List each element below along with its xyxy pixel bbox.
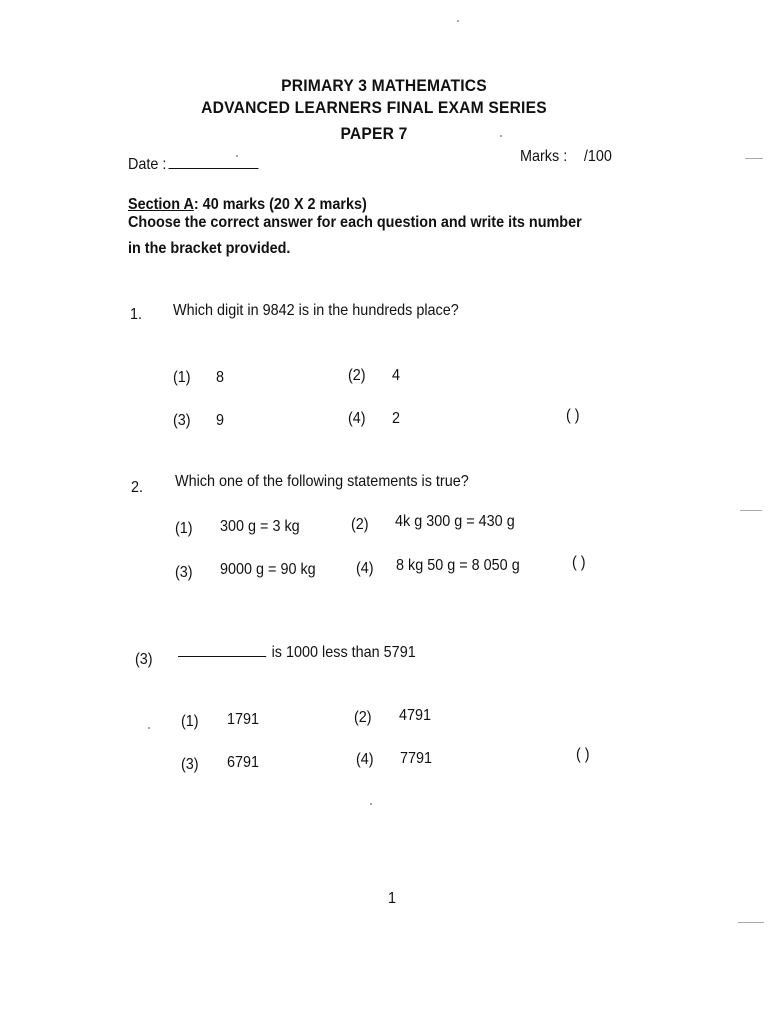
option-label: (1) (181, 713, 199, 730)
question-number: 1. (130, 306, 143, 323)
scan-mark (738, 922, 764, 923)
marks-field (520, 148, 612, 166)
question-text: Which digit in 9842 is in the hundreds place? (173, 302, 459, 319)
option-value: 7791 (400, 750, 433, 767)
option-label: (2) (348, 367, 366, 384)
scan-speck (370, 803, 372, 805)
option-label: (4) (356, 751, 374, 768)
option-value: 9 (216, 412, 225, 429)
question-line (178, 644, 416, 662)
option-label: (4) (348, 410, 366, 427)
option-value: 1791 (227, 711, 260, 728)
scan-mark (740, 510, 762, 511)
answer-blank (178, 655, 266, 657)
exam-series-title: ADVANCED LEARNERS FINAL EXAM SERIES (201, 98, 547, 117)
question-number: 2. (131, 479, 144, 496)
answer-bracket: ( ) (576, 746, 590, 763)
answer-bracket: ( ) (566, 407, 580, 424)
page-number: 1 (388, 890, 397, 907)
section-instruction-line2: in the bracket provided. (128, 240, 291, 257)
option-value: 4k g 300 g = 430 g (395, 513, 515, 530)
option-value: 9000 g = 90 kg (220, 561, 316, 578)
marks-label: Marks : (520, 148, 568, 165)
scan-speck (148, 727, 150, 729)
option-value: 6791 (227, 754, 260, 771)
paper-title: PAPER 7 (340, 124, 408, 143)
option-label: (2) (354, 709, 372, 726)
option-label: (2) (351, 516, 369, 533)
date-field (128, 156, 258, 174)
option-value: 4 (392, 367, 401, 384)
option-label: (3) (181, 756, 199, 773)
option-value: 4791 (399, 707, 432, 724)
option-value: 300 g = 3 kg (220, 518, 300, 535)
date-blank (168, 167, 258, 169)
section-marks: : 40 marks (20 X 2 marks) (193, 196, 367, 213)
date-label: Date : (128, 156, 167, 173)
section-heading (128, 196, 367, 214)
exam-title: PRIMARY 3 MATHEMATICS (281, 76, 487, 95)
question-text: is 1000 less than 5791 (271, 644, 416, 661)
option-label: (3) (175, 564, 193, 581)
option-label: (1) (175, 520, 193, 537)
option-value: 2 (392, 410, 401, 427)
question-number: (3) (135, 651, 153, 668)
option-label: (1) (173, 369, 191, 386)
option-value: 8 (216, 369, 225, 386)
section-instruction-line1: Choose the correct answer for each question and write its number (128, 214, 582, 231)
option-label: (3) (173, 412, 191, 429)
scan-mark (745, 158, 763, 159)
option-value: 8 kg 50 g = 8 050 g (396, 557, 520, 574)
option-label: (4) (356, 560, 374, 577)
question-text: Which one of the following statements is true? (175, 473, 469, 490)
marks-value: /100 (583, 148, 612, 165)
section-label: Section A (128, 196, 194, 213)
scan-speck (457, 20, 459, 22)
answer-bracket: ( ) (572, 554, 586, 571)
